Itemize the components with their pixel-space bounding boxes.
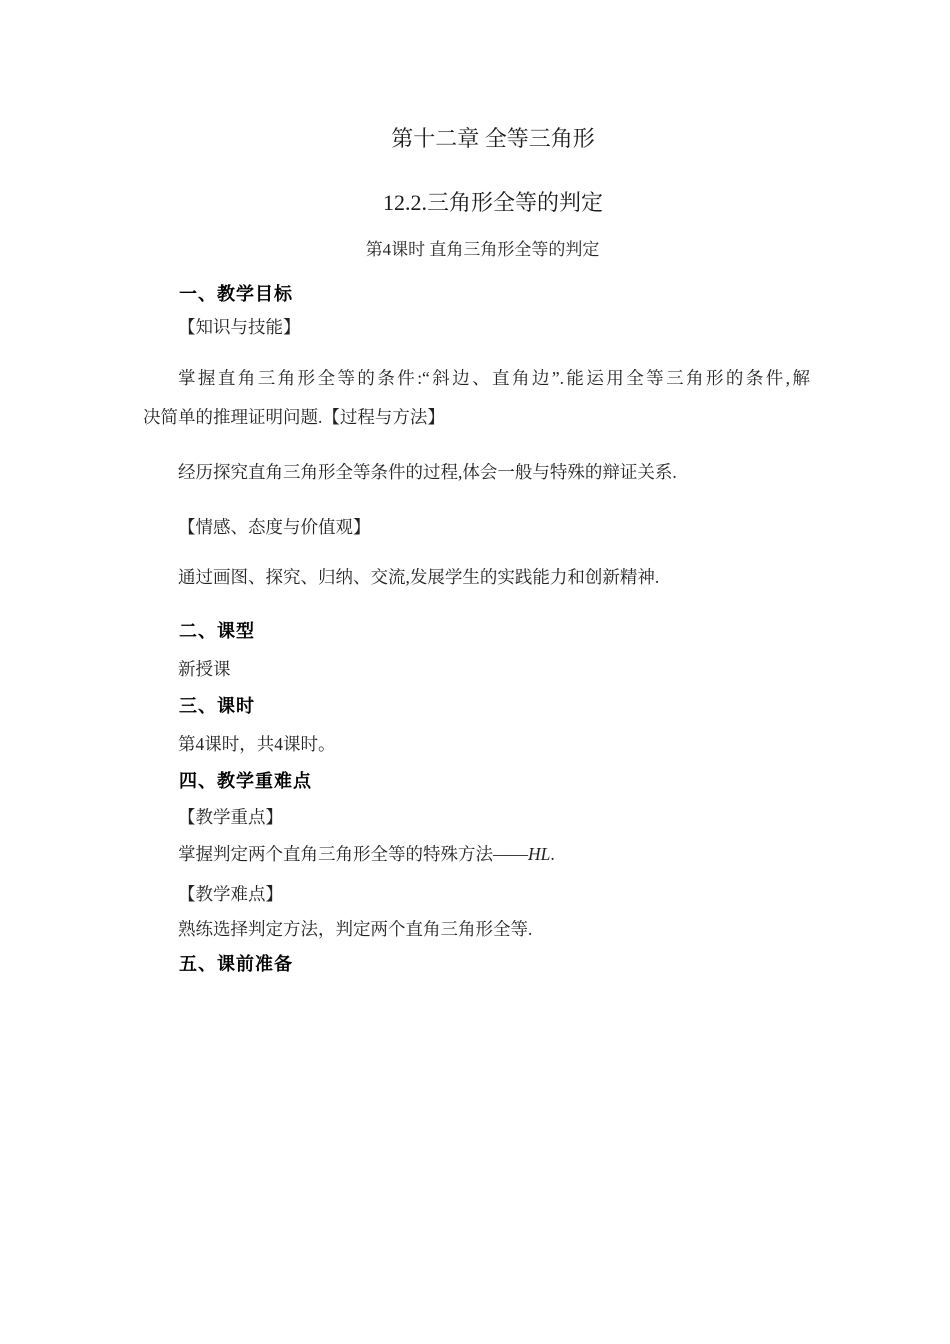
- text-course-type: 新授课: [178, 659, 231, 679]
- heading-course-hours: 三、课时: [179, 696, 255, 716]
- heading-preparation: 五、课前准备: [179, 954, 293, 974]
- para-knowledge-skills-line2: 决简单的推理证明问题.【过程与方法】: [143, 407, 445, 427]
- label-knowledge-skills: 【知识与技能】: [178, 317, 301, 337]
- section-title: 12.2.三角形全等的判定: [382, 190, 603, 215]
- para-emotion-attitude-values: 通过画图、探究、归纳、交流,发展学生的实践能力和创新精神.: [178, 567, 660, 587]
- heading-teaching-goals: 一、教学目标: [179, 284, 293, 304]
- chapter-title: 第十二章 全等三角形: [391, 126, 595, 151]
- label-emotion-attitude-values: 【情感、态度与价值观】: [178, 517, 371, 537]
- para-teaching-difficulty: 熟练选择判定方法，判定两个直角三角形全等.: [178, 919, 533, 939]
- para-knowledge-skills: [143, 359, 810, 437]
- para-knowledge-skills-line1: 掌握直角三角形全等的条件:“斜边、直角边”.能运用全等三角形的条件,解: [178, 368, 810, 388]
- teaching-focus-hl-abbrev: HL: [528, 844, 551, 864]
- lesson-title: 第4课时 直角三角形全等的判定: [365, 240, 600, 259]
- heading-key-points: 四、教学重难点: [179, 771, 312, 791]
- para-process-method: 经历探究直角三角形全等条件的过程,体会一般与特殊的辩证关系.: [178, 462, 677, 482]
- para-teaching-focus-text: 掌握判定两个直角三角形全等的特殊方法——: [178, 844, 528, 864]
- heading-course-type: 二、课型: [179, 621, 255, 641]
- text-course-hours: 第4课时，共4课时。: [178, 734, 336, 754]
- label-teaching-focus: 【教学重点】: [178, 807, 283, 827]
- label-teaching-difficulty: 【教学难点】: [178, 884, 283, 904]
- para-teaching-focus-period: .: [550, 844, 555, 864]
- para-teaching-focus: [143, 842, 810, 866]
